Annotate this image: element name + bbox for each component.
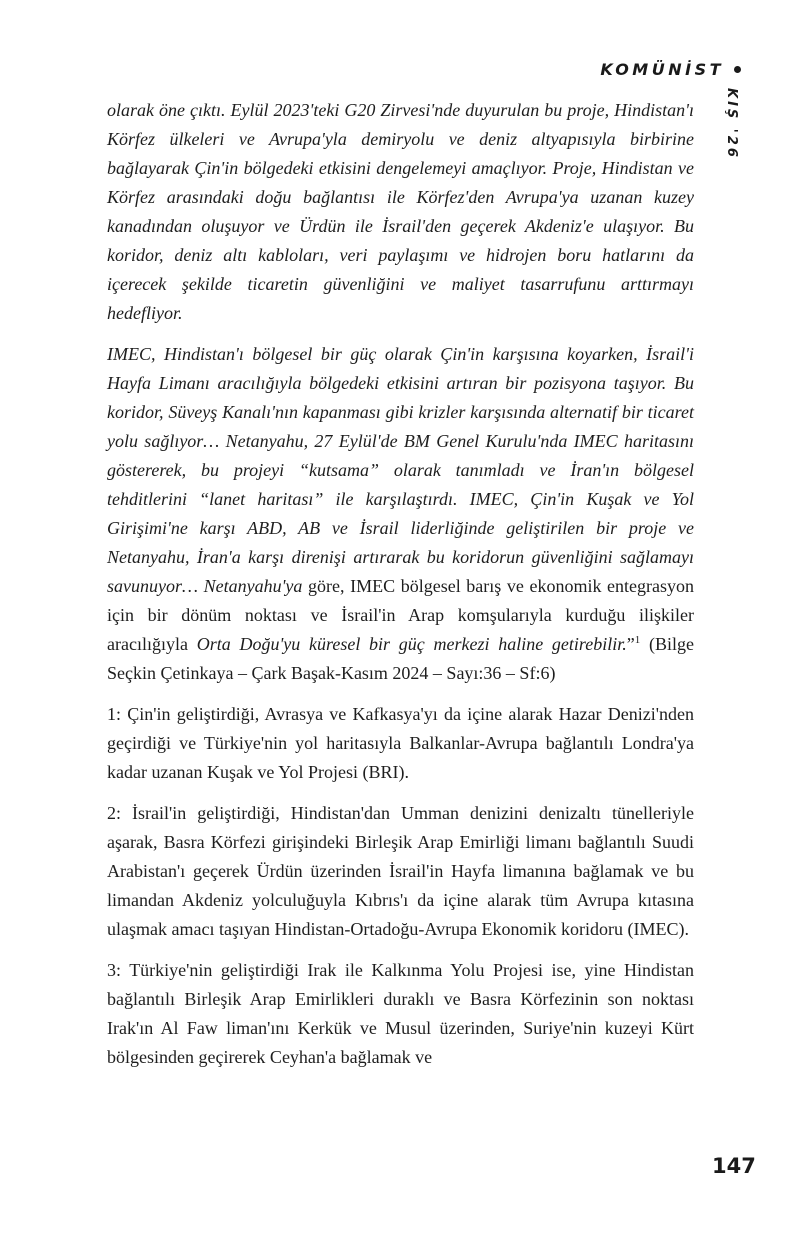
citation: (Bilge Seçkin Çetinkaya – Çark Başak-Kasım 2024 – Sayı:36 – Sf:6) [107,634,695,683]
bullet-dot-icon [734,66,741,73]
note-1: 1: Çin'in geliştirdiği, Avrasya ve Kafkasya'yı da içine alarak Hazar Denizi'nden geçirdiği ve Türkiye'nin yol haritasıyla Balkanlar-Avrupa bağlantılı Londra'ya kadar uzanan Kuşak ve Yol Projesi (BRI). [107,704,694,782]
issue-label: KIŞ '26 [724,88,739,160]
running-header [600,60,741,79]
note-2: 2: İsrail'in geliştirdiği, Hindistan'dan Umman denizini denizaltı tünelleriyle aşarak, Basra Körfezi girişindeki Birleşik Arap Emirliği limanı bağlantılı Suudi Arabistan'ı geçerek Ürdün üzerinden İsrail'in Hayfa limanına bağlamak ve bu limandan Akdeniz yolculuğuyla Kıbrıs'ı da içine alarak tüm Avrupa kıtasına ulaşmak amacı taşıyan Hindistan-Ortadoğu-Avrupa Ekonomik koridoru (IMEC). [107,803,694,939]
paragraph-1: olarak öne çıktı. Eylül 2023'teki G20 Zirvesi'nde duyurulan bu proje, Hindistan'ı Körfez ülkeleri ve Avrupa'yla demiryolu ve deniz altyapısıyla birbirine bağlayarak Çin'in bölgedeki etkisini dengelemeyi amaçlıyor. Proje, Hindistan ve Körfez arasındaki doğu bağlantısı ile Körfez'den Avrupa'ya uzanan kuzey kanadından oluşuyor ve Ürdün ile İsrail'den geçerek Akdeniz'e ulaşıyor. Bu koridor, deniz altı kabloları, veri paylaşımı ve hidrojen boru hatlarını da içerecek şekilde ticaretin güvenliğini ve maliyet tasarrufunu arttırmayı hedefliyor. [107,100,694,323]
page-number: 147 [712,1154,756,1178]
note-3: 3: Türkiye'nin geliştirdiği Irak ile Kalkınma Yolu Projesi ise, yine Hindistan bağlantılı Birleşik Arap Emirlikleri duraklı ve Basra Körfezinin son noktası Irak'ın Al Faw liman'ını Kerkük ve Musul üzerinden, Suriye'nin kuzeyi Kürt bölgesinden geçirerek Ceyhan'a bağlamak ve [107,960,694,1067]
quote-italic-text: IMEC, Hindistan'ı bölgesel bir güç olarak Çin'in karşısına koyarken, İsrail'i Hayfa Limanı aracılığıyla bölgedeki etkisini artıran bir pozisyona taşıyor. Bu koridor, Süveyş Kanalı'nın kapanması gibi krizler karşısında alternatif bir ticaret yolu sağlıyor… Netanyahu, 27 Eylül'de BM Genel Kurulu'nda IMEC haritasını göstererek, bu projeyi “kutsama” olarak tanımladı ve İran'ın bölgesel tehditlerini “lanet haritası” ile karşılaştırdı. IMEC, Çin'in Kuşak ve Yol Girişimi'ne karşı ABD, AB ve İsrail liderliğinde geliştirilen bir proje ve Netanyahu, İran'a karşı direnişi artırarak bu koridorun güvenliğini sağlamayı savunuyor… Netanyahu'ya [107,344,694,596]
footnote-ref: 1 [634,634,641,646]
quote-italic-end: Orta Doğu'yu küresel bir güç merkezi haline getirebilir. [196,634,627,654]
quote-regular-text: göre, IMEC bölgesel barış ve ekonomik entegrasyon için bir dönüm noktası ve İsrail'in Arap komşularıyla kurduğu ilişkiler aracılığıyla [107,576,695,654]
paragraph-2 [107,340,694,688]
quote-close-mark: ” [626,634,635,654]
magazine-name: KOMÜNİST [600,60,724,79]
article-body [107,96,694,1084]
